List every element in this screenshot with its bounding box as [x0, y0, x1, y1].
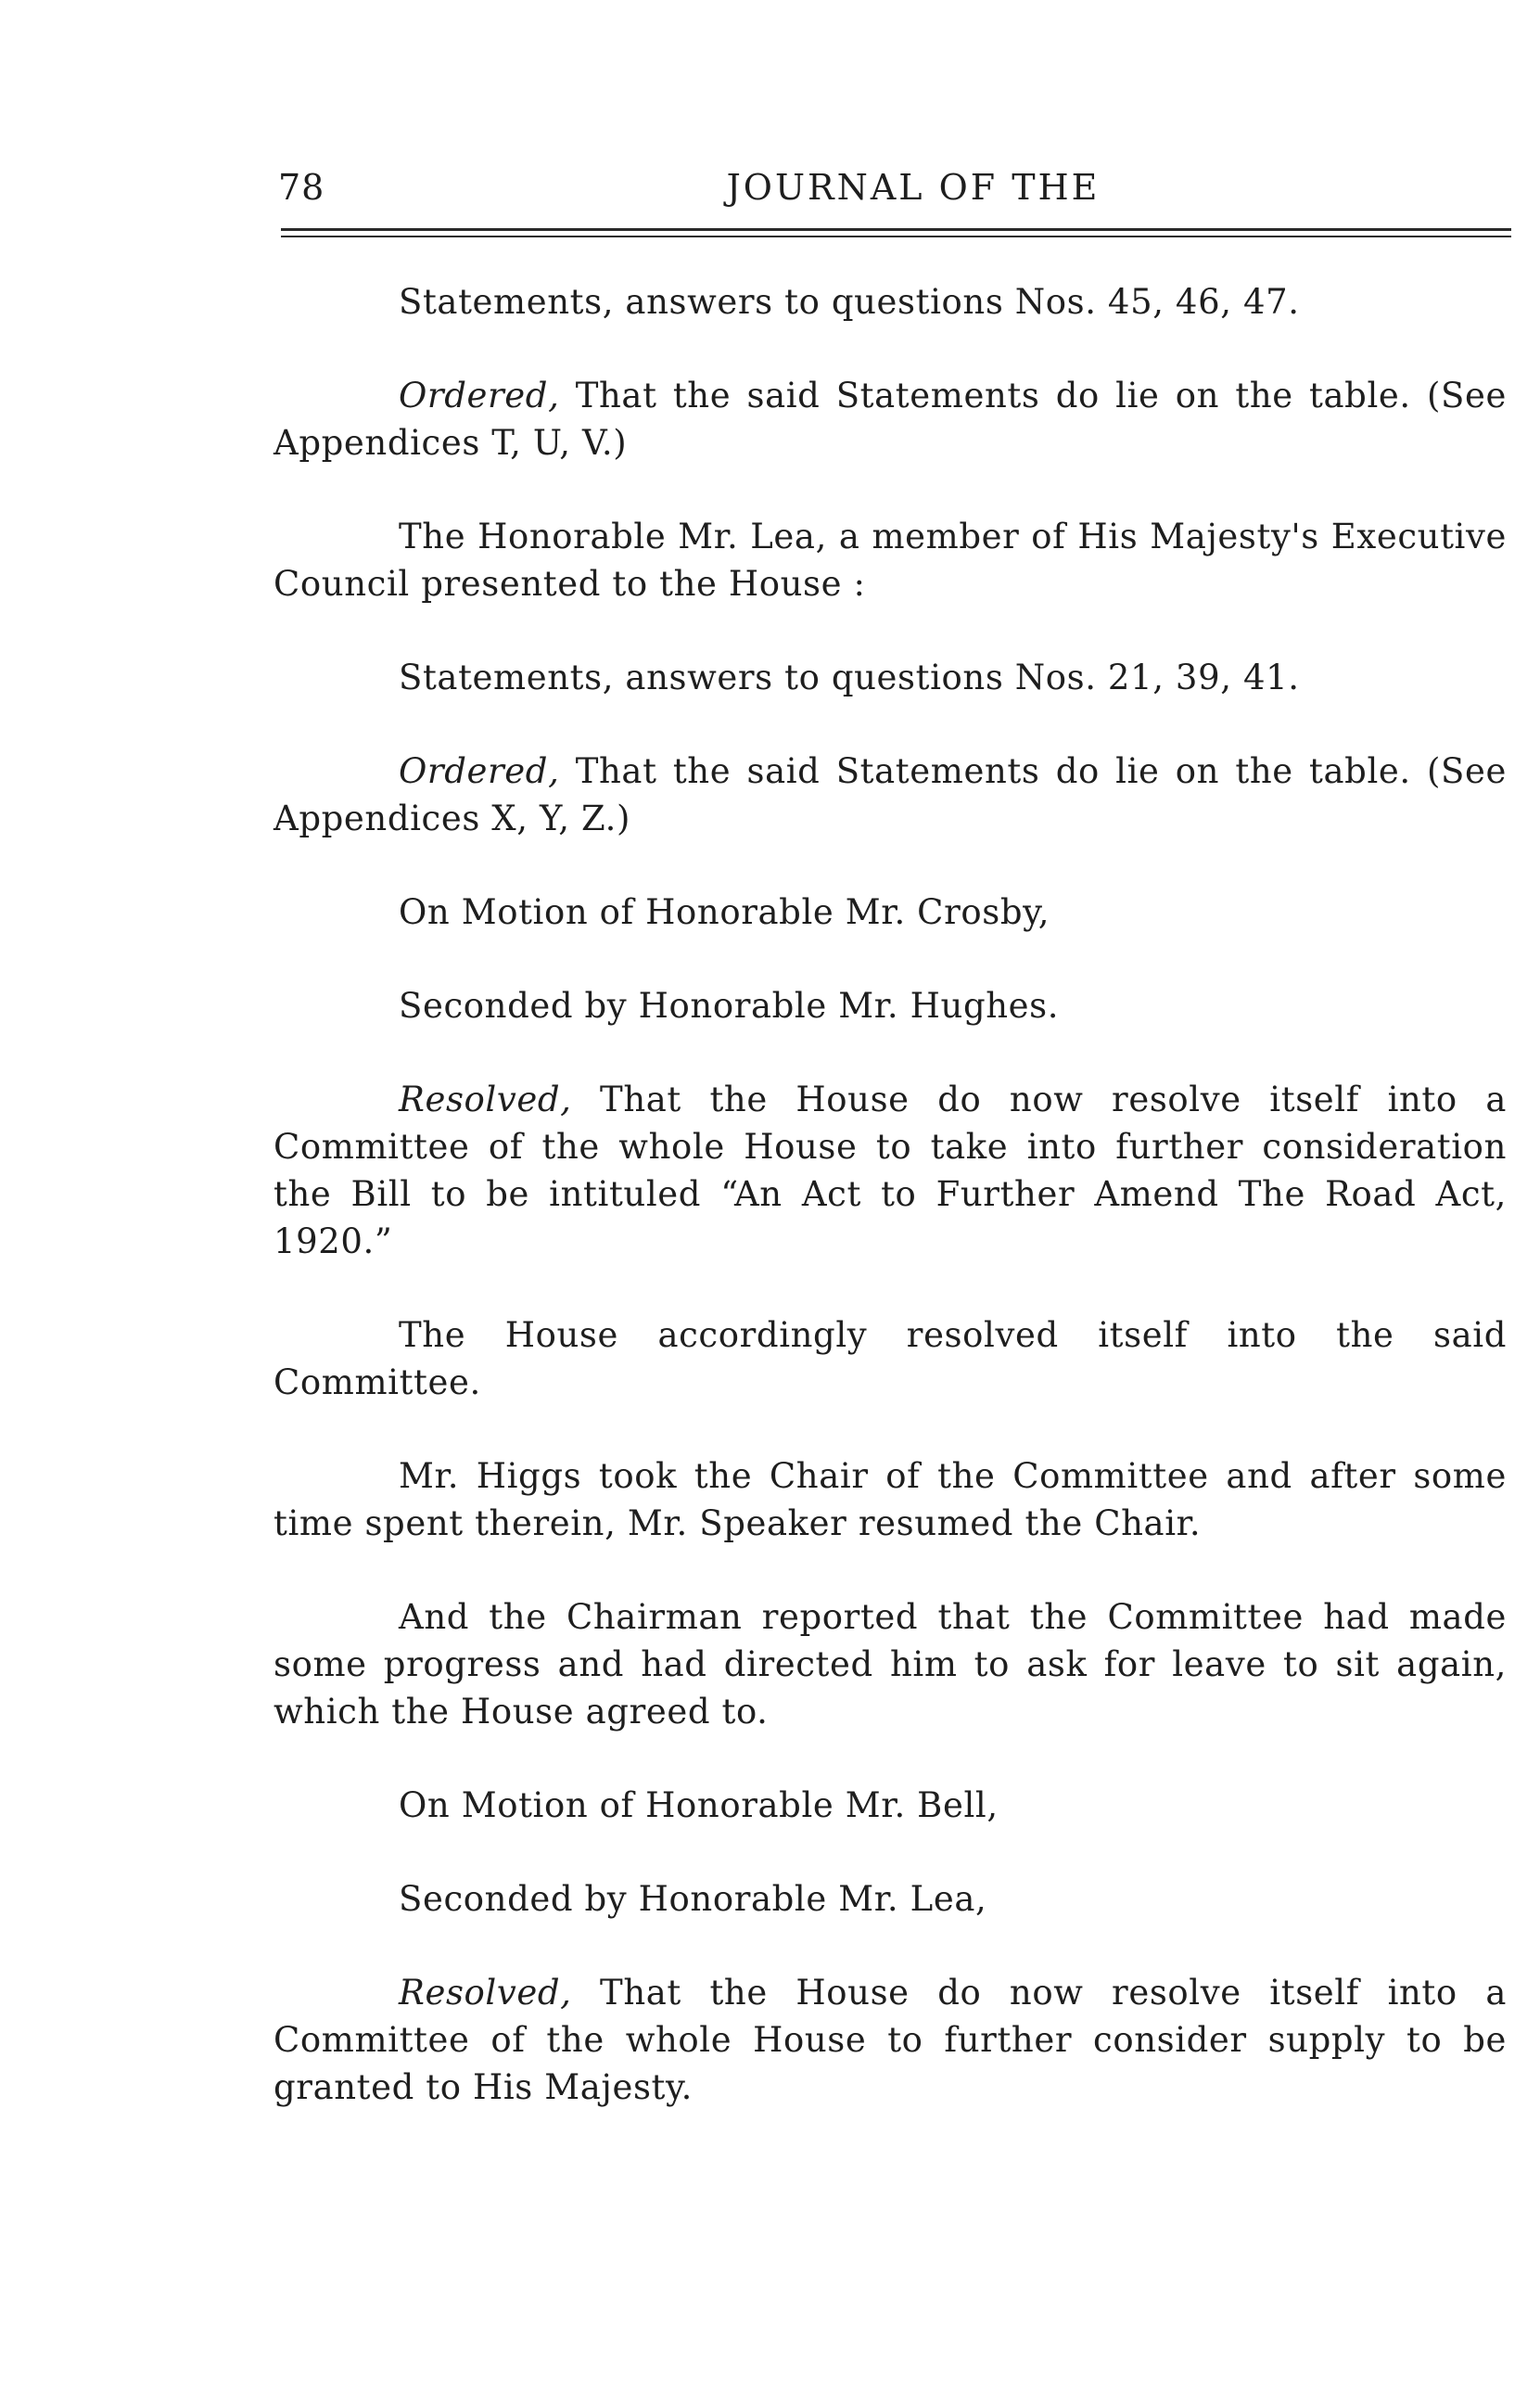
paragraph-house-resolved: [274, 1311, 1507, 1406]
paragraph-text: Mr. Higgs took the Chair of the Committee and after some time spent therein, Mr. Speaker resumed the Chair.: [274, 1456, 1507, 1543]
paragraph-chairman-reported: [274, 1593, 1507, 1735]
header-rule-bottom: [281, 236, 1511, 237]
paragraph-text: And the Chairman reported that the Committee had made some progress and had directed him to ask for leave to sit again, which the House agreed to.: [274, 1597, 1507, 1732]
paragraph-mr-lea-presented: [274, 513, 1507, 607]
paragraph-lead: Resolved,: [399, 1080, 572, 1119]
paragraph-text: That the House do now resolve itself into a Committee of the whole House to further consider supply to be granted to His Majesty.: [274, 1973, 1507, 2107]
paragraph-resolved-supply: [274, 1969, 1507, 2111]
paragraph-statements-45-46-47: [274, 278, 1507, 326]
paragraph-text: That the said Statements do lie on the table. (See Appendices X, Y, Z.): [274, 751, 1507, 838]
paragraph-text: That the House do now resolve itself into a Committee of the whole House to take into further consideration the Bill to be intituled “An Act to Further Amend The Road Act, 1920.”: [274, 1080, 1507, 1261]
header-rule-top: [281, 228, 1511, 231]
running-head: JOURNAL OF THE: [726, 167, 1101, 208]
paragraph-text: The House accordingly resolved itself into the said Committee.: [274, 1315, 1507, 1402]
paragraph-motion-crosby: [274, 888, 1507, 936]
paragraph-statements-21-39-41: [274, 654, 1507, 701]
paragraph-text: That the said Statements do lie on the table. (See Appendices T, U, V.): [274, 376, 1507, 463]
paragraph-motion-bell: [274, 1782, 1507, 1829]
paragraph-text: Statements, answers to questions Nos. 45, 46, 47.: [399, 282, 1300, 322]
paragraph-text: Seconded by Honorable Mr. Hughes.: [399, 986, 1060, 1026]
paragraph-lead: Ordered,: [399, 751, 560, 791]
body-text: [274, 278, 1507, 2111]
paragraph-ordered-appendices-tuv: [274, 372, 1507, 467]
paragraph-seconded-hughes: [274, 982, 1507, 1029]
paragraph-ordered-appendices-xyz: [274, 748, 1507, 842]
page-header: [278, 167, 1511, 213]
paragraph-text: The Honorable Mr. Lea, a member of His Majesty's Executive Council presented to the House :: [274, 517, 1507, 604]
paragraph-lead: Resolved,: [399, 1973, 572, 2013]
paragraph-seconded-lea: [274, 1875, 1507, 1923]
paragraph-text: Statements, answers to questions Nos. 21, 39, 41.: [399, 658, 1300, 697]
paragraph-lead: Ordered,: [399, 376, 560, 415]
paragraph-resolved-road-act: [274, 1076, 1507, 1265]
paragraph-text: On Motion of Honorable Mr. Crosby,: [399, 892, 1050, 932]
page-number: 78: [278, 167, 325, 208]
paragraph-text: On Motion of Honorable Mr. Bell,: [399, 1785, 999, 1825]
paragraph-higgs-chair: [274, 1452, 1507, 1547]
paragraph-text: Seconded by Honorable Mr. Lea,: [399, 1879, 987, 1919]
